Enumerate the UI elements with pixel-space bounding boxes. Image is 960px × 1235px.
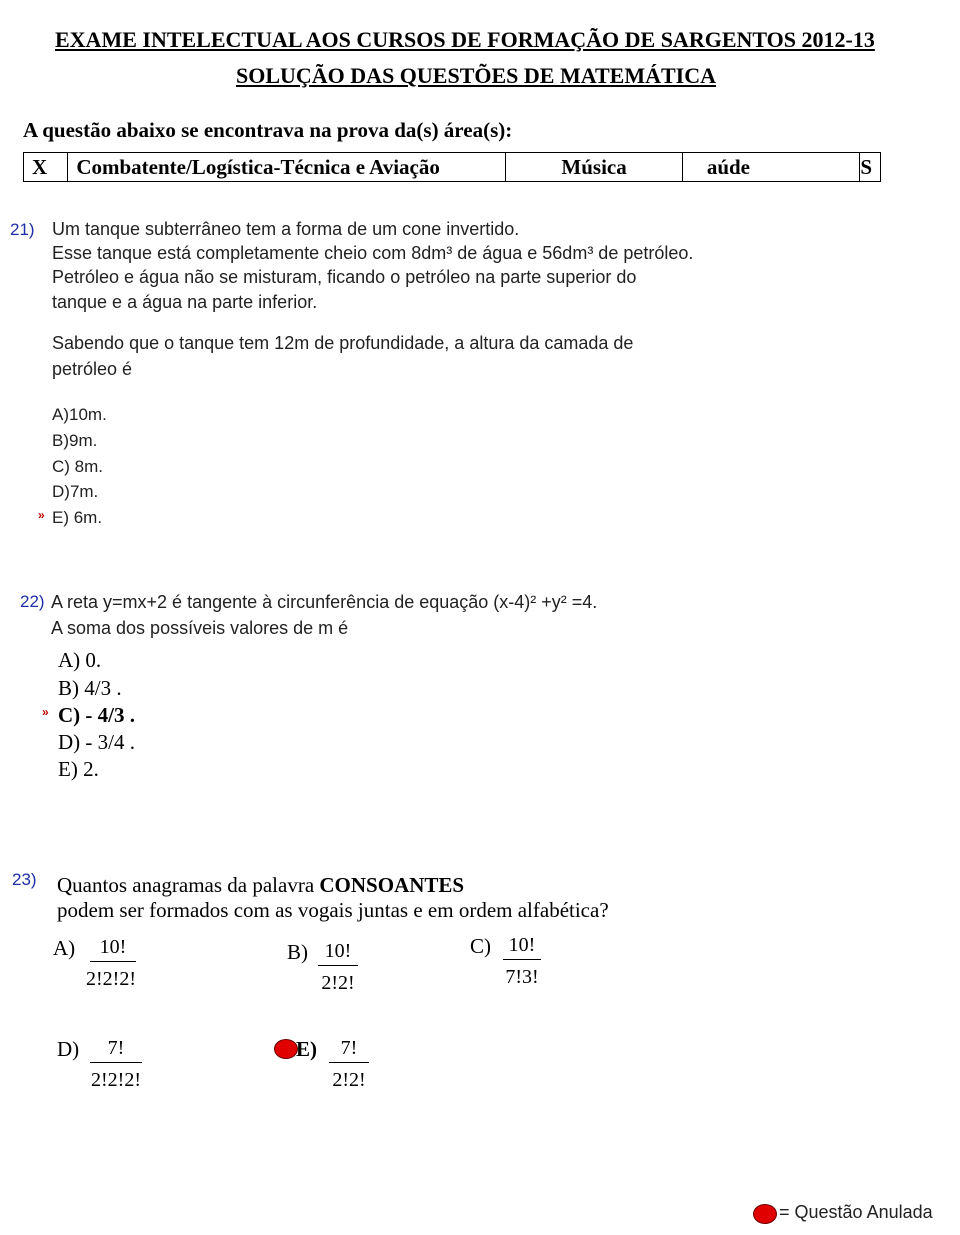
legend-annulled-icon xyxy=(753,1204,777,1224)
question-22-line: A soma dos possíveis valores de m é xyxy=(51,618,349,638)
areas-label: A questão abaixo se encontrava na prova da(s) área(s): xyxy=(23,118,513,142)
question-21-line: tanque e a água na parte inferior. xyxy=(52,292,318,312)
question-23-option-d-fraction xyxy=(90,1037,142,1092)
question-21-option-b: B)9m. xyxy=(52,431,98,450)
question-23-option-d-label: D) xyxy=(57,1037,80,1061)
question-22-option-e: E) 2. xyxy=(58,757,99,781)
question-22-option-b: B) 4/3 . xyxy=(58,676,122,700)
question-22-line: A reta y=mx+2 é tangente à circunferência de equação (x-4)² +y² =4. xyxy=(51,592,598,612)
question-21-line: Um tanque subterrâneo tem a forma de um cone invertido. xyxy=(52,219,520,239)
areas-table xyxy=(23,152,881,182)
annulled-marker-icon xyxy=(274,1039,298,1059)
page-subtitle: SOLUÇÃO DAS QUESTÕES DE MATEMÁTICA xyxy=(236,63,717,88)
legend-text: = Questão Anulada xyxy=(779,1202,933,1222)
question-23-number: 23) xyxy=(12,870,37,889)
question-23-line2: podem ser formados com as vogais juntas e em ordem alfabética? xyxy=(57,898,609,922)
fraction-denominator: 2!2! xyxy=(332,1069,366,1091)
question-21-number: 21) xyxy=(10,220,35,239)
fraction-denominator: 2!2!2! xyxy=(86,968,136,990)
answer-marker-icon: » xyxy=(42,705,49,719)
question-23-option-c-fraction xyxy=(503,934,541,989)
question-23-word: CONSOANTES xyxy=(319,873,465,897)
question-23-option-c-label: C) xyxy=(470,934,491,958)
question-22-number: 22) xyxy=(20,592,45,611)
question-23-option-e-fraction xyxy=(329,1037,369,1092)
fraction-numerator: 10! xyxy=(90,936,136,962)
question-21-option-a: A)10m. xyxy=(52,405,107,424)
area-cell-musica: Música xyxy=(506,153,682,182)
fraction-numerator: 10! xyxy=(503,934,541,960)
fraction-numerator: 7! xyxy=(329,1037,369,1063)
question-22-option-d: D) - 3/4 . xyxy=(58,730,135,754)
question-23-option-b-label: B) xyxy=(287,940,308,964)
fraction-numerator: 10! xyxy=(318,940,358,966)
question-23-option-e-label: E) xyxy=(296,1037,317,1061)
fraction-numerator: 7! xyxy=(90,1037,142,1063)
question-21-option-c: C) 8m. xyxy=(52,457,103,476)
fraction-denominator: 2!2! xyxy=(321,972,355,994)
question-23-option-b-fraction xyxy=(318,940,358,995)
question-21-line: Petróleo e água não se misturam, ficando o petróleo na parte superior do xyxy=(52,267,637,287)
question-21-line: Sabendo que o tanque tem 12m de profundidade, a altura da camada de xyxy=(52,333,634,353)
question-21-option-e: E) 6m. xyxy=(52,508,103,527)
question-23-option-a-label: A) xyxy=(53,936,76,960)
area-cell-combatente: Combatente/Logística-Técnica e Aviação xyxy=(68,153,506,182)
question-23-option-a-fraction xyxy=(86,936,136,991)
area-cell-x: X xyxy=(24,153,68,182)
question-23-line1-prefix: Quantos anagramas da palavra xyxy=(57,873,320,897)
area-cell-saude: aúde xyxy=(682,153,859,182)
question-21-line: Esse tanque está completamente cheio com 8dm³ de água e 56dm³ de petróleo. xyxy=(52,243,694,263)
question-21-line: petróleo é xyxy=(52,359,133,379)
page-title: EXAME INTELECTUAL AOS CURSOS DE FORMAÇÃO DE SARGENTOS 2012-13 xyxy=(55,27,875,52)
question-21-option-d: D)7m. xyxy=(52,482,99,501)
area-cell-s: S xyxy=(860,153,881,182)
question-22-option-a: A) 0. xyxy=(58,648,102,672)
question-22-option-c: C) - 4/3 . xyxy=(58,703,135,727)
answer-marker-icon: » xyxy=(38,508,45,522)
fraction-denominator: 7!3! xyxy=(505,966,539,988)
question-23-line1 xyxy=(57,873,464,898)
fraction-denominator: 2!2!2! xyxy=(91,1069,141,1091)
